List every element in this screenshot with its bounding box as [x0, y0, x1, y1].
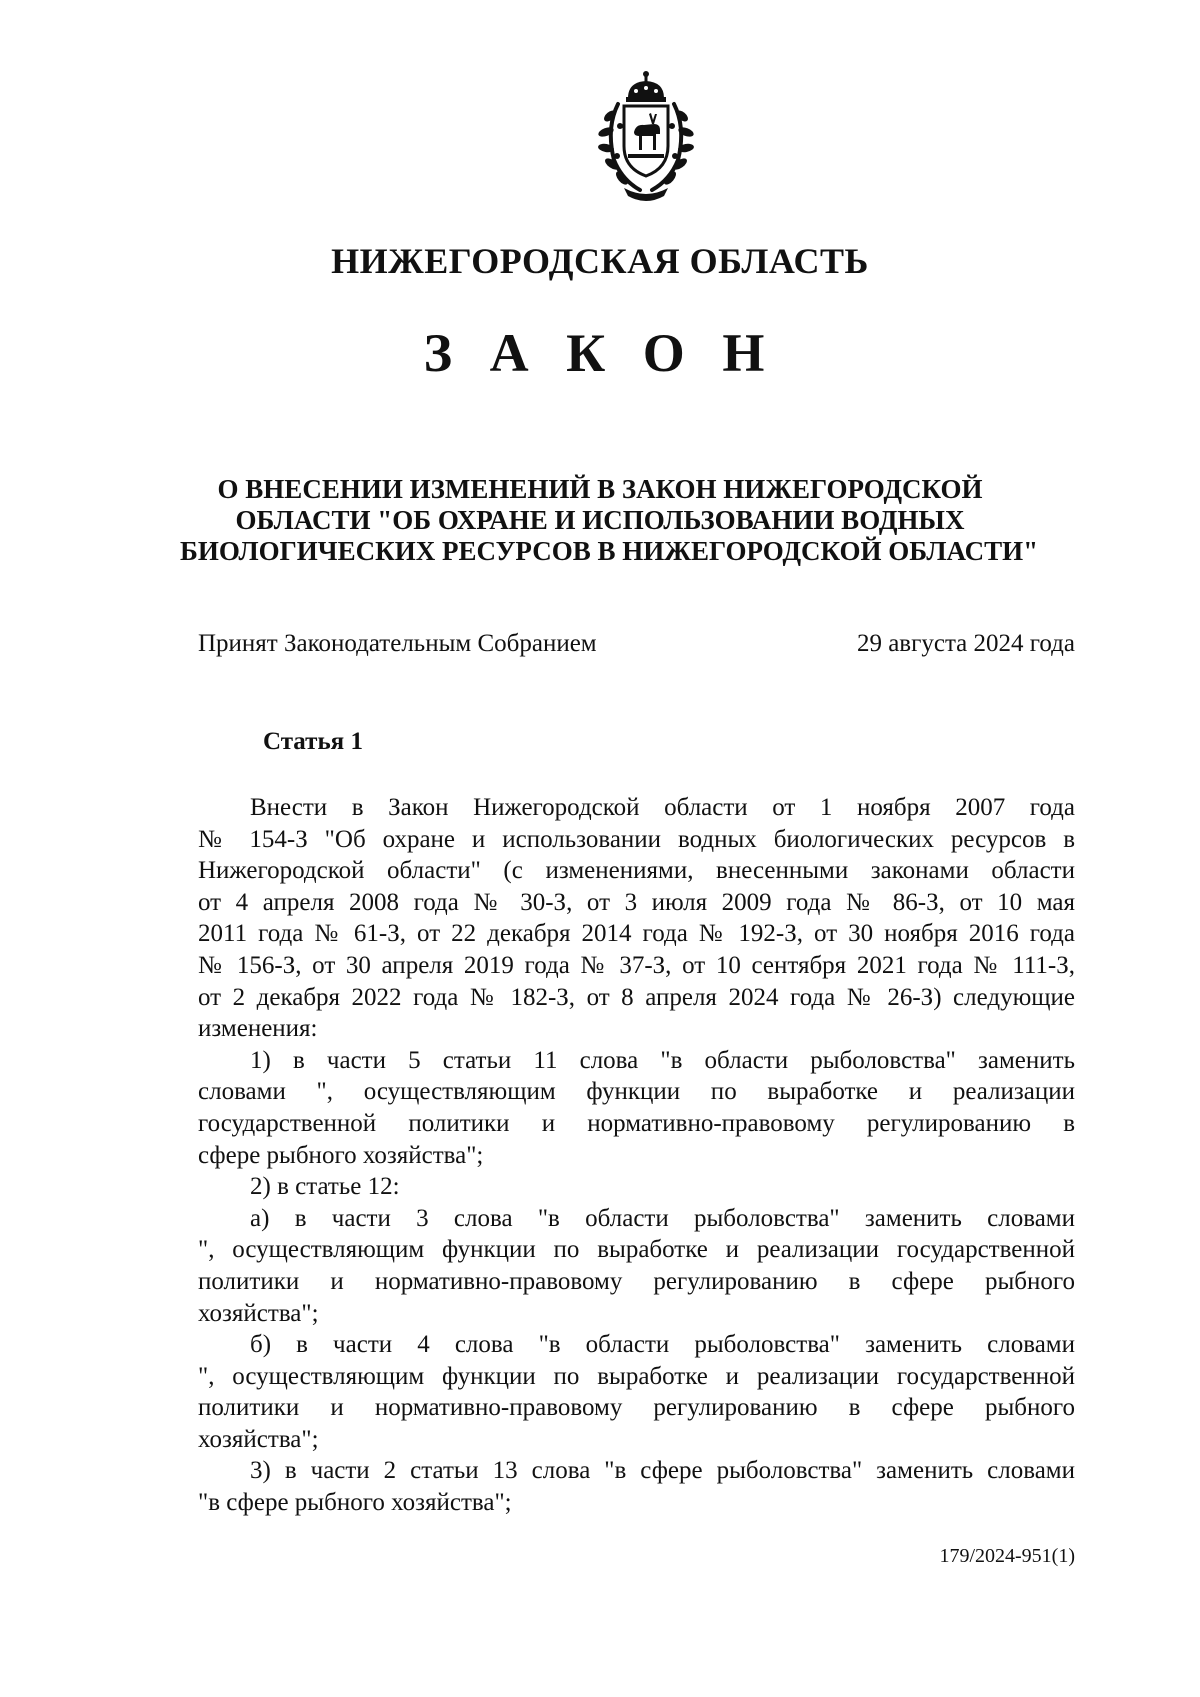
body-line: 1) в части 5 статьи 11 слова "в области рыболовства" заменить: [250, 1046, 1075, 1074]
body-line: государственной политики и нормативно-правовому регулированию в: [198, 1109, 1075, 1137]
body-line: словами ", осуществляющим функции по выработке и реализации: [198, 1078, 1075, 1106]
body-line: от 2 декабря 2022 года № 182-З, от 8 апреля 2024 года № 26-З) следующие: [198, 983, 1075, 1011]
body-line: Внести в Закон Нижегородской области от 1 ноября 2007 года: [250, 794, 1075, 821]
body-line: б) в части 4 слова "в области рыболовства" заменить словами: [250, 1331, 1075, 1359]
law-title: [180, 474, 1039, 567]
body-line: а) в части 3 слова "в области рыболовства" заменить словами: [250, 1204, 1075, 1232]
law-title-line: ОБЛАСТИ "ОБ ОХРАНЕ И ИСПОЛЬЗОВАНИИ ВОДНЫХ: [235, 505, 965, 535]
document-number: 179/2024-951(1): [939, 1545, 1075, 1567]
body-line: сфере рыбного хозяйства";: [198, 1141, 484, 1169]
body-line: хозяйства";: [198, 1299, 319, 1327]
body-line: политики и нормативно-правовому регулированию в сфере рыбного: [198, 1394, 1075, 1422]
document-type: З А К О Н: [423, 323, 777, 383]
law-title-line: О ВНЕСЕНИИ ИЗМЕНЕНИЙ В ЗАКОН НИЖЕГОРОДСКОЙ: [217, 474, 983, 504]
body-line: 3) в части 2 статьи 13 слова "в сфере рыболовства" заменить словами: [250, 1457, 1075, 1485]
body-line: Нижегородской области" (с изменениями, внесенными законами области: [198, 857, 1075, 885]
body-line: политики и нормативно-правовому регулированию в сфере рыбного: [198, 1267, 1075, 1295]
body-line: 2011 года № 61-З, от 22 декабря 2014 года № 192-З, от 30 ноября 2016 года: [198, 920, 1075, 948]
body-line: "в сфере рыбного хозяйства";: [198, 1489, 512, 1517]
body-line: хозяйства";: [198, 1425, 319, 1453]
body-line: ", осуществляющим функции по выработке и реализации государственной: [198, 1362, 1075, 1390]
body-line: № 156-З, от 30 апреля 2019 года № 37-З, от 10 сентября 2021 года № 111-З,: [198, 951, 1075, 979]
law-title-line: БИОЛОГИЧЕСКИХ РЕСУРСОВ В НИЖЕГОРОДСКОЙ ОБЛАСТИ": [180, 536, 1039, 566]
article-heading: Статья 1: [263, 728, 363, 755]
body-line: изменения:: [198, 1015, 318, 1043]
coat-of-arms-icon: [584, 68, 708, 204]
adoption-date: 29 августа 2024 года: [856, 630, 1075, 657]
adopted-by: Принят Законодательным Собранием: [198, 630, 597, 657]
body-line: № 154-З "Об охране и использовании водных биологических ресурсов в: [198, 825, 1075, 853]
article-body: [198, 792, 1075, 1519]
region-name: НИЖЕГОРОДСКАЯ ОБЛАСТЬ: [331, 241, 869, 281]
body-line: ", осуществляющим функции по выработке и реализации государственной: [198, 1236, 1075, 1264]
body-line: от 4 апреля 2008 года № 30-З, от 3 июля 2009 года № 86-З, от 10 мая: [198, 888, 1075, 916]
body-line: 2) в статье 12:: [250, 1173, 400, 1201]
